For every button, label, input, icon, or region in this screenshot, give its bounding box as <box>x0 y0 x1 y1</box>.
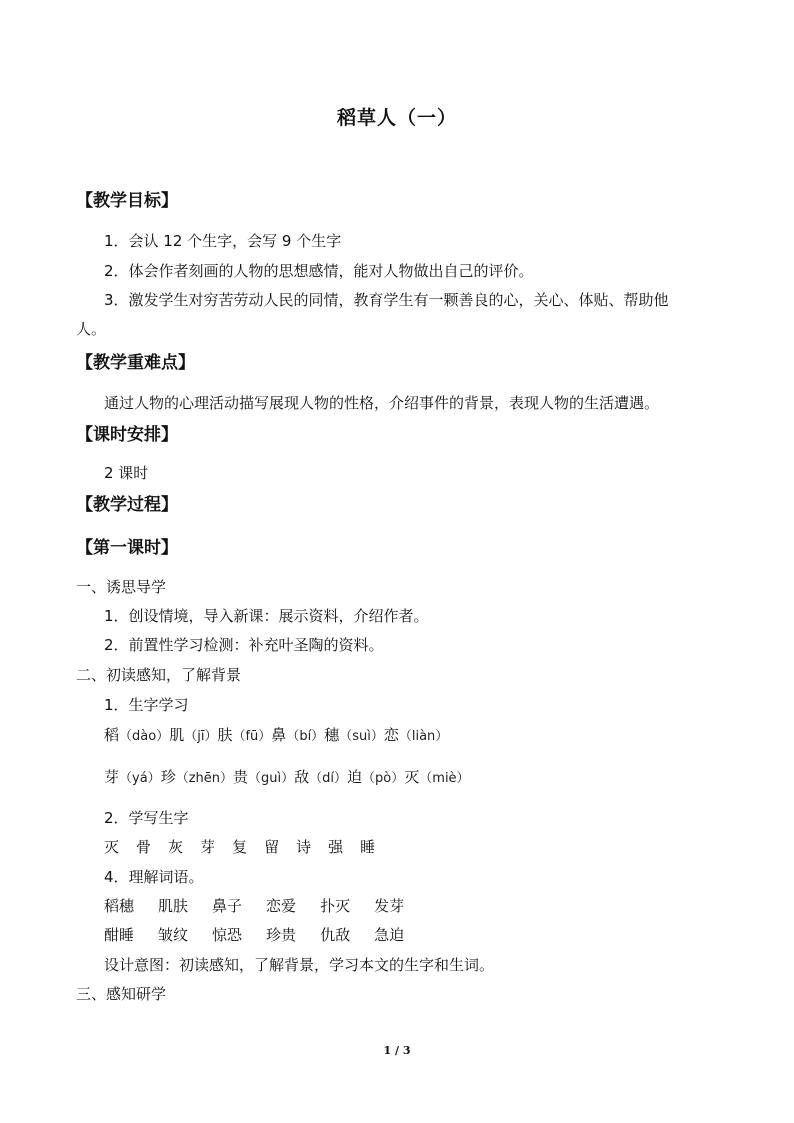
objective-2: 2．体会作者刻画的人物的思想感情，能对人物做出自己的评价。 <box>104 262 534 280</box>
pinyin-item: 穗（suì） <box>324 726 384 744</box>
vocab-word: 鼻子 <box>212 897 243 915</box>
vocab-word: 发芽 <box>374 897 405 915</box>
part2-heading: 二、初读感知，了解背景 <box>76 666 242 684</box>
part3-heading: 三、感知研学 <box>76 985 167 1003</box>
pinyin-item: 灭（miè） <box>404 768 470 786</box>
write-char: 诗 <box>296 838 312 856</box>
write-char: 复 <box>232 838 248 856</box>
part2-sub4: 4．理解词语。 <box>104 868 204 886</box>
write-char: 睡 <box>360 838 376 856</box>
words-row-1 <box>104 899 428 914</box>
page-number: 1 / 3 <box>383 1044 411 1057</box>
pinyin-row-1 <box>104 728 448 743</box>
write-char: 芽 <box>200 838 216 856</box>
vocab-word: 皱纹 <box>158 926 189 944</box>
vocab-word: 扑灭 <box>320 897 351 915</box>
pinyin-item: 鼻（bí） <box>271 726 325 744</box>
vocab-word: 仇敌 <box>320 926 351 944</box>
part1-heading: 一、诱思导学 <box>76 578 167 596</box>
pinyin-item: 芽（yá） <box>104 768 161 786</box>
write-char: 留 <box>264 838 280 856</box>
pinyin-item: 恋（liàn） <box>383 726 449 744</box>
write-char: 强 <box>328 838 344 856</box>
vocab-word: 酣睡 <box>104 926 135 944</box>
write-char: 灰 <box>168 838 184 856</box>
part2-sub1: 1．生字学习 <box>104 696 189 714</box>
part1-item-1: 1．创设情境，导入新课：展示资料，介绍作者。 <box>104 607 429 625</box>
pinyin-item: 肌（jī） <box>169 726 218 744</box>
vocab-word: 惊恐 <box>212 926 243 944</box>
pinyin-item: 敌（dí） <box>294 768 348 786</box>
objective-3: 3．激发学生对穷苦劳动人民的同情，教育学生有一颗善良的心，关心、体贴、帮助他 <box>104 291 669 309</box>
key-points-text: 通过人物的心理活动描写展现人物的性格，介绍事件的背景，表现人物的生活遭遇。 <box>104 394 660 412</box>
part2-sub2: 2．学写生字 <box>104 809 189 827</box>
objectives-header: 【教学目标】 <box>76 191 178 211</box>
key-points-header: 【教学重难点】 <box>76 353 195 373</box>
page-title: 稻草人（一） <box>336 107 457 129</box>
vocab-word: 珍贵 <box>266 926 297 944</box>
schedule-text: 2 课时 <box>104 464 149 482</box>
pinyin-item: 迫（pò） <box>347 768 405 786</box>
first-lesson-header: 【第一课时】 <box>76 538 178 558</box>
words-row-2 <box>104 928 428 943</box>
vocab-word: 肌肤 <box>158 897 189 915</box>
schedule-header: 【课时安排】 <box>76 425 178 445</box>
write-char: 灭 <box>104 838 120 856</box>
pinyin-item: 稻（dào） <box>104 726 170 744</box>
write-characters <box>104 840 392 855</box>
write-char: 骨 <box>136 838 152 856</box>
process-header: 【教学过程】 <box>76 495 178 515</box>
design-intent: 设计意图：初读感知，了解背景，学习本文的生字和生词。 <box>104 956 495 974</box>
vocab-word: 稻穗 <box>104 897 135 915</box>
pinyin-row-2 <box>104 770 470 785</box>
vocab-word: 急迫 <box>374 926 405 944</box>
pinyin-item: 珍（zhēn） <box>160 768 234 786</box>
pinyin-item: 肤（fū） <box>217 726 272 744</box>
pinyin-item: 贵（guì） <box>233 768 295 786</box>
vocab-word: 恋爱 <box>266 897 297 915</box>
part1-item-2: 2．前置性学习检测：补充叶圣陶的资料。 <box>104 636 384 654</box>
objective-1: 1．会认 12 个生字，会写 9 个生字 <box>104 232 342 250</box>
objective-3-continued: 人。 <box>76 320 107 338</box>
